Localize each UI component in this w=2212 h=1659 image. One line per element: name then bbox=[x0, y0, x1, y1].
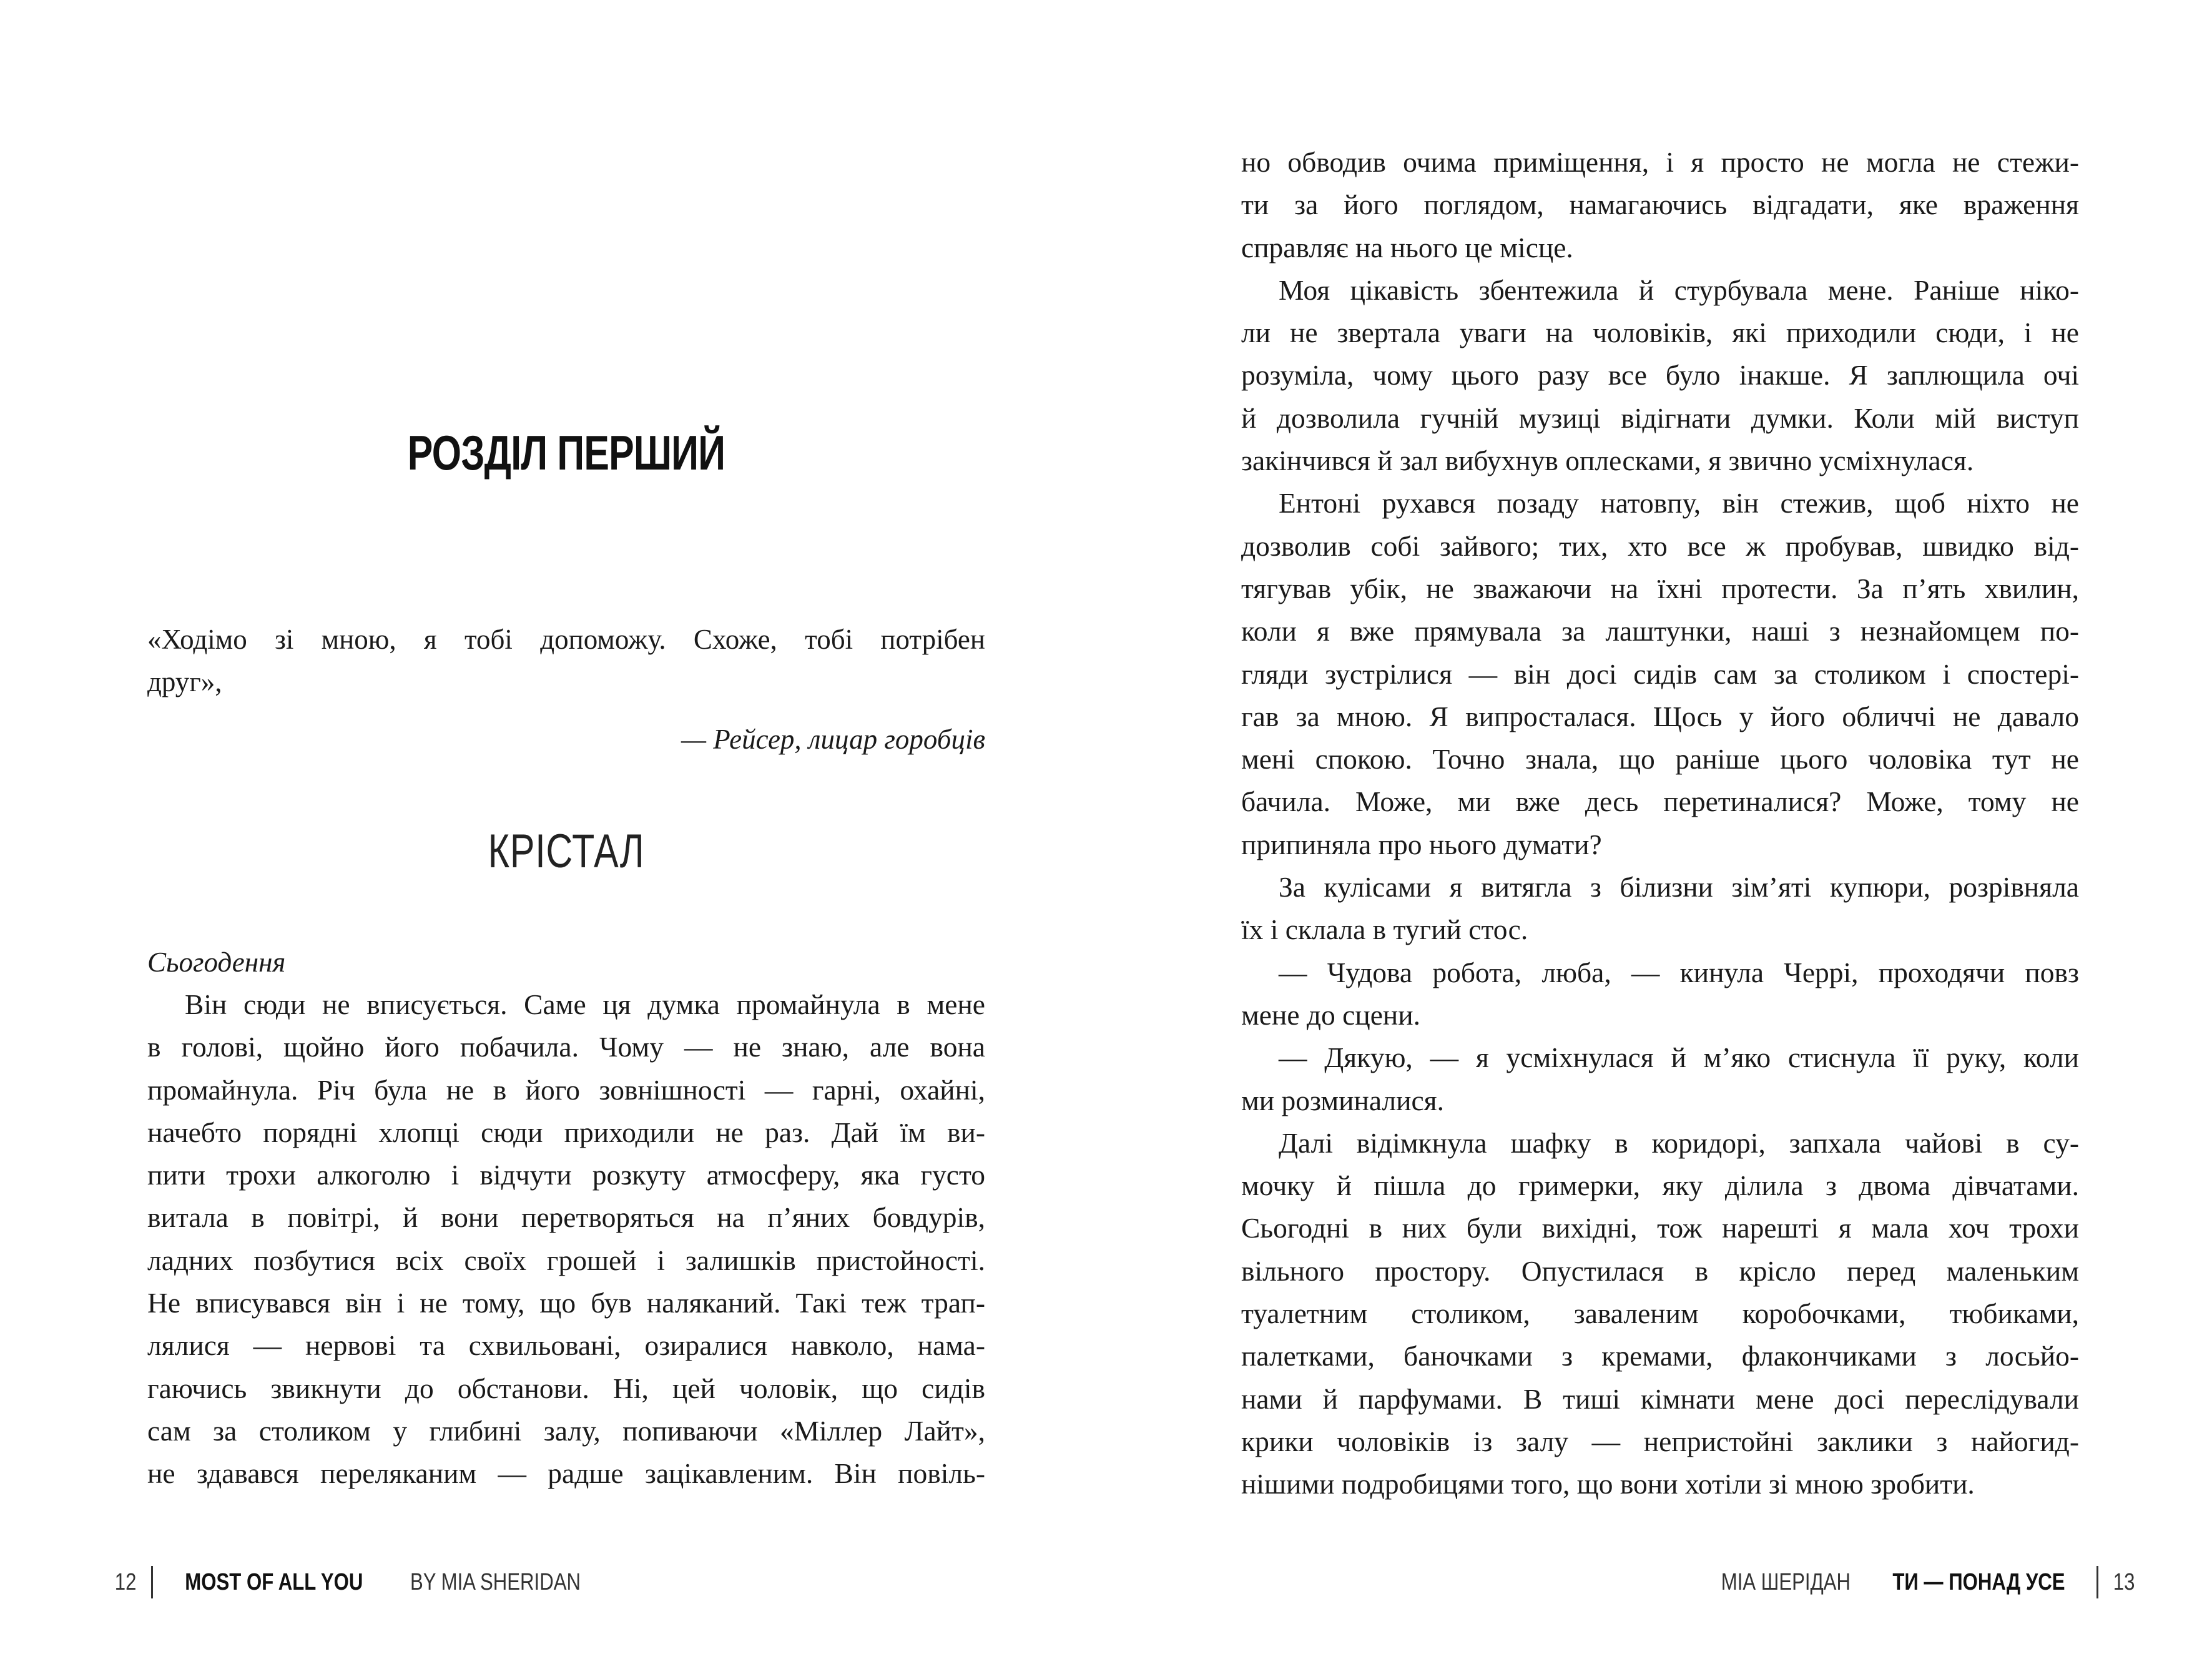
text-line: тягував убік, не зважаючи на їхні протести. За п’ять хвилин, bbox=[1241, 572, 2079, 604]
paragraph bbox=[1241, 866, 2079, 952]
paragraph bbox=[1241, 952, 2079, 1037]
text-line: сам за столиком у глибині залу, попиваючи «Міллер Лайт», bbox=[147, 1414, 985, 1447]
text-line: Далі відімкнула шафку в коридорі, запхала чайові в су- bbox=[1279, 1126, 2079, 1159]
page-number: 13 bbox=[2113, 1568, 2135, 1595]
text-line: дозволив собі зайвого; тих, хто все ж пробував, швидко від- bbox=[1241, 529, 2079, 562]
book-title: MOST OF ALL YOU bbox=[185, 1568, 363, 1595]
text-line: мене до сцени. bbox=[1241, 998, 1420, 1031]
text-line: но обводив очима приміщення, і я просто не могла не стежи- bbox=[1241, 146, 2079, 178]
left-footer bbox=[112, 1566, 599, 1598]
left-body-text bbox=[147, 983, 985, 1495]
text-line: не здавався переляканим — радше зацікавленим. Він повіль- bbox=[147, 1457, 985, 1490]
footer-divider bbox=[151, 1566, 153, 1598]
text-line: начебто порядні хлопці сюди приходили не раз. Дай їм ви- bbox=[147, 1116, 985, 1148]
text-line: припиняла про нього думати? bbox=[1241, 828, 1602, 860]
text-line: палетками, баночками з кремами, флакончиками з лосьйо- bbox=[1241, 1340, 2079, 1372]
text-line: — Дякую, — я усміхнулася й м’яко стиснула її руку, коли bbox=[1279, 1041, 2079, 1074]
pov-name: КРІСТАЛ bbox=[488, 825, 645, 878]
right-body-text bbox=[1241, 141, 2079, 1506]
text-line: ли не звертала уваги на чоловіків, які приходили сюди, і не bbox=[1241, 317, 2079, 349]
book-title: ТИ — ПОНАД УСЕ bbox=[1892, 1568, 2065, 1595]
text-line: мочку й пішла до гримерки, яку ділила з двома дівчатами. bbox=[1241, 1169, 2079, 1202]
text-line: ти за його поглядом, намагаючись відгадати, яке враження bbox=[1241, 189, 2079, 221]
text-line: Він сюди не вписується. Саме ця думка промайнула в мене bbox=[185, 988, 985, 1020]
page-number: 12 bbox=[114, 1568, 137, 1595]
text-line: вільного простору. Опустилася в крісло перед маленьким bbox=[1241, 1254, 2079, 1287]
text-line: гляди зустрілися — він досі сидів сам за столиком і спостері- bbox=[1241, 657, 2079, 690]
text-line: Сьогодні в них були вихідні, тож нарешті я мала хоч трохи bbox=[1241, 1212, 2079, 1244]
text-line: витала в повітрі, й вони перетворяться на п’яних бовдурів, bbox=[147, 1201, 985, 1234]
epigraph-line: друг», bbox=[147, 666, 222, 697]
text-line: Моя цікавість збентежила й стурбувала мене. Раніше ніко- bbox=[1279, 273, 2079, 306]
text-line: бачила. Може, ми вже десь перетиналися? Може, тому не bbox=[1241, 785, 2079, 818]
text-line: й дозволила гучній музиці відігнати думки. Коли мій виступ bbox=[1241, 401, 2079, 434]
author-name: BY MIA SHERIDAN bbox=[410, 1568, 581, 1595]
text-line: справляє на нього це місце. bbox=[1241, 231, 1573, 263]
text-line: нішими подробицями того, що вони хотіли зі мною зробити. bbox=[1241, 1468, 1975, 1500]
epigraph-quote bbox=[147, 618, 985, 703]
author-name: МІА ШЕРІДАН bbox=[1721, 1568, 1851, 1595]
epigraph-line: «Ходімо зі мною, я тобі допоможу. Схоже, тобі потрібен bbox=[147, 624, 985, 655]
chapter-title: РОЗДІЛ ПЕРШИЙ bbox=[407, 425, 725, 480]
text-line: — Чудова робота, люба, — кинула Черрі, проходячи повз bbox=[1279, 956, 2079, 988]
text-line: крики чоловіків із залу — непристойні заклики з найогид- bbox=[1241, 1425, 2079, 1457]
text-line: ладних позбутися всіх своїх грошей і залишків пристойності. bbox=[147, 1244, 985, 1276]
paragraph bbox=[1241, 1122, 2079, 1506]
text-line: розуміла, чому цього разу все було інакше. Я заплющила очі bbox=[1241, 359, 2079, 391]
text-line: За кулісами я витягла з білизни зім’яті купюри, розрівняла bbox=[1279, 871, 2079, 903]
right-page bbox=[1106, 0, 2212, 1659]
text-line: в голові, щойно його побачила. Чому — не знаю, але вона bbox=[147, 1031, 985, 1063]
text-line: їх і склала в тугий стос. bbox=[1241, 913, 1528, 946]
text-line: лялися — нервові та схвильовані, озиралися навколо, нама- bbox=[147, 1329, 985, 1362]
time-marker: Сьогодення bbox=[147, 947, 286, 978]
text-line: нами й парфумами. В тиші кімнати мене досі переслідували bbox=[1241, 1382, 2079, 1415]
epigraph-attribution: — Рейсер, лицар горобців bbox=[681, 724, 985, 755]
text-line: промайнула. Річ була не в його зовнішності — гарні, охайні, bbox=[147, 1073, 985, 1106]
text-line: мені спокою. Точно знала, що раніше цього чоловіка тут не bbox=[1241, 743, 2079, 775]
right-footer bbox=[1707, 1566, 2137, 1598]
text-line: пити трохи алкоголю і відчути розкуту атмосферу, яка густо bbox=[147, 1159, 985, 1191]
text-line: гаючись звикнути до обстанови. Ні, цей чоловік, що сидів bbox=[147, 1372, 985, 1404]
text-line: туалетним столиком, заваленим коробочками, тюбиками, bbox=[1241, 1297, 2079, 1330]
footer-divider bbox=[2096, 1566, 2098, 1598]
paragraph bbox=[1241, 1036, 2079, 1122]
text-line: Ентоні рухався позаду натовпу, він стежив, щоб ніхто не bbox=[1279, 487, 2079, 519]
paragraph bbox=[1241, 141, 2079, 269]
text-line: закінчився й зал вибухнув оплесками, я звично усміхнулася. bbox=[1241, 445, 1974, 477]
text-line: ми розминалися. bbox=[1241, 1084, 1444, 1116]
text-line: коли я вже прямувала за лаштунки, наші з незнайомцем по- bbox=[1241, 615, 2079, 647]
paragraph bbox=[1241, 269, 2079, 482]
text-line: гав за мною. Я випросталася. Щось у його обличчі не давало bbox=[1241, 700, 2079, 732]
paragraph bbox=[147, 983, 985, 1495]
text-line: Не вписувався він і не тому, що був наляканий. Такі теж трап- bbox=[147, 1287, 985, 1319]
paragraph bbox=[1241, 482, 2079, 866]
